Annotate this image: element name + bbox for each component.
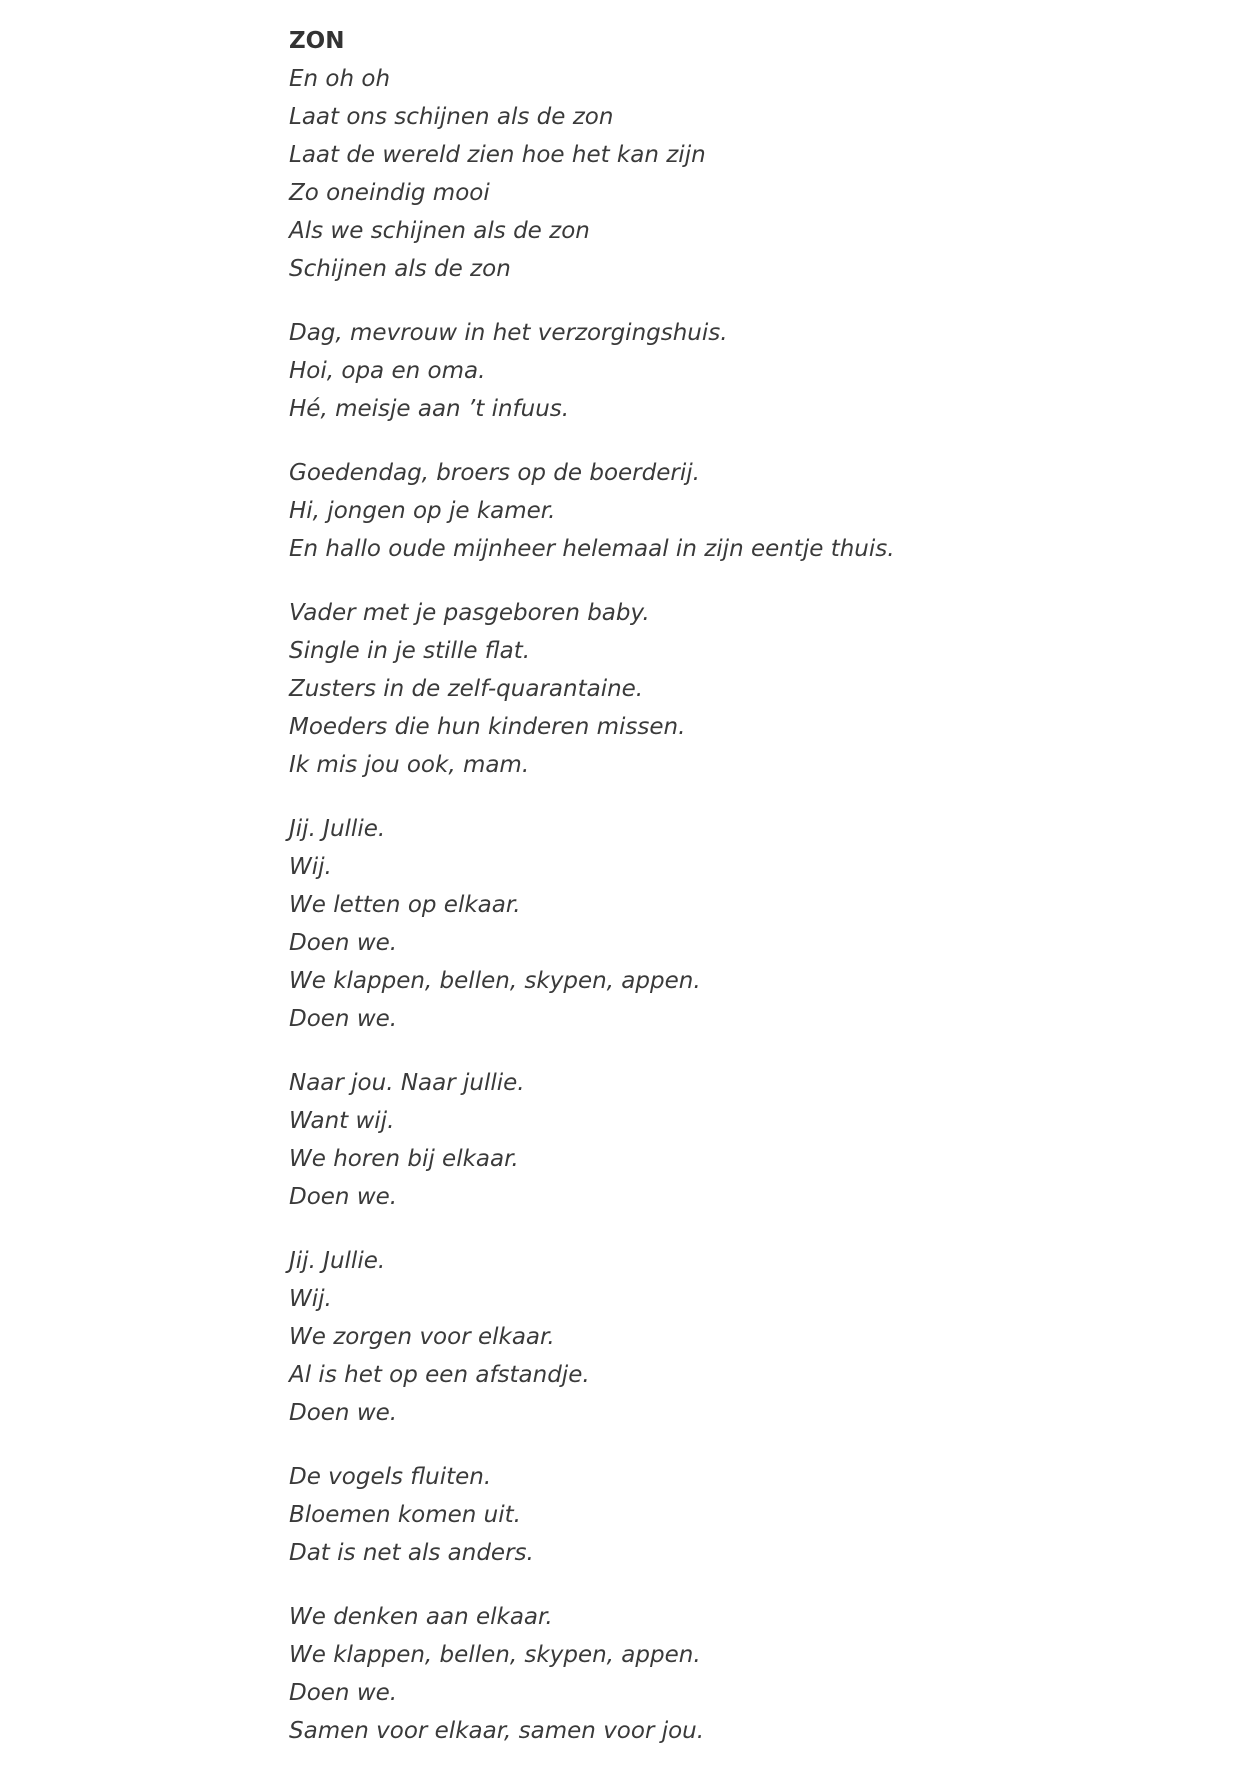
stanza [289, 1242, 1189, 1432]
stanza [289, 1064, 1189, 1216]
lyric-line: Moeders die hun kinderen missen. [289, 714, 686, 740]
lyric-line: En oh oh [289, 66, 391, 92]
lyric-line: We zorgen voor elkaar. [289, 1324, 555, 1350]
stanza-chorus [289, 60, 1189, 288]
lyric-line: Wij. [289, 1286, 332, 1312]
lyric-line: Doen we. [289, 1400, 398, 1426]
lyric-line: Doen we. [289, 1184, 398, 1210]
lyric-line: Want wij. [289, 1108, 395, 1134]
lyric-line: Goedendag, broers op de boerderij. [289, 460, 700, 486]
lyric-line: Zusters in de zelf-quarantaine. [289, 676, 644, 702]
stanza [289, 454, 1189, 568]
lyric-line: Doen we. [289, 1006, 398, 1032]
lyric-line: Hé, meisje aan ’t infuus. [289, 396, 570, 422]
lyric-line: We klappen, bellen, skypen, appen. [289, 1642, 701, 1668]
lyric-line: Hi, jongen op je kamer. [289, 498, 556, 524]
lyric-line: We denken aan elkaar. [289, 1604, 553, 1630]
lyric-line: Laat de wereld zien hoe het kan zijn [289, 142, 706, 168]
lyric-line: Laat ons schijnen als de zon [289, 104, 614, 130]
lyric-line: Wij. [289, 854, 332, 880]
stanza [289, 314, 1189, 428]
lyric-line: Al is het op een afstandje. [289, 1362, 590, 1388]
lyric-line: Doen we. [289, 1680, 398, 1706]
lyric-line: We letten op elkaar. [289, 892, 521, 918]
lyric-line: De vogels fluiten. [289, 1464, 492, 1490]
lyric-line: Dag, mevrouw in het verzorgingshuis. [289, 320, 728, 346]
lyric-line: Jij. Jullie. [289, 1248, 386, 1274]
lyric-line: En hallo oude mijnheer helemaal in zijn eentje thuis. [289, 536, 895, 562]
stanza [289, 1458, 1189, 1572]
stanza [289, 594, 1189, 784]
lyric-line: Zo oneindig mooi [289, 180, 490, 206]
lyric-line: Samen voor elkaar, samen voor jou. [289, 1718, 705, 1744]
lyric-line: Vader met je pasgeboren baby. [289, 600, 650, 626]
lyrics-page [289, 22, 1189, 1776]
lyric-line: Bloemen komen uit. [289, 1502, 521, 1528]
lyric-line: Naar jou. Naar jullie. [289, 1070, 525, 1096]
lyric-line: We horen bij elkaar. [289, 1146, 519, 1172]
lyric-line: Jij. Jullie. [289, 816, 386, 842]
lyric-line: Single in je stille flat. [289, 638, 531, 664]
lyric-line: Als we schijnen als de zon [289, 218, 590, 244]
lyric-line: Hoi, opa en oma. [289, 358, 486, 384]
lyric-line: We klappen, bellen, skypen, appen. [289, 968, 701, 994]
lyric-line: Doen we. [289, 930, 398, 956]
lyric-line: Dat is net als anders. [289, 1540, 534, 1566]
stanza [289, 810, 1189, 1038]
lyric-line: Schijnen als de zon [289, 256, 511, 282]
stanza [289, 1598, 1189, 1750]
lyric-line: Ik mis jou ook, mam. [289, 752, 530, 778]
song-title: ZON [289, 28, 345, 54]
